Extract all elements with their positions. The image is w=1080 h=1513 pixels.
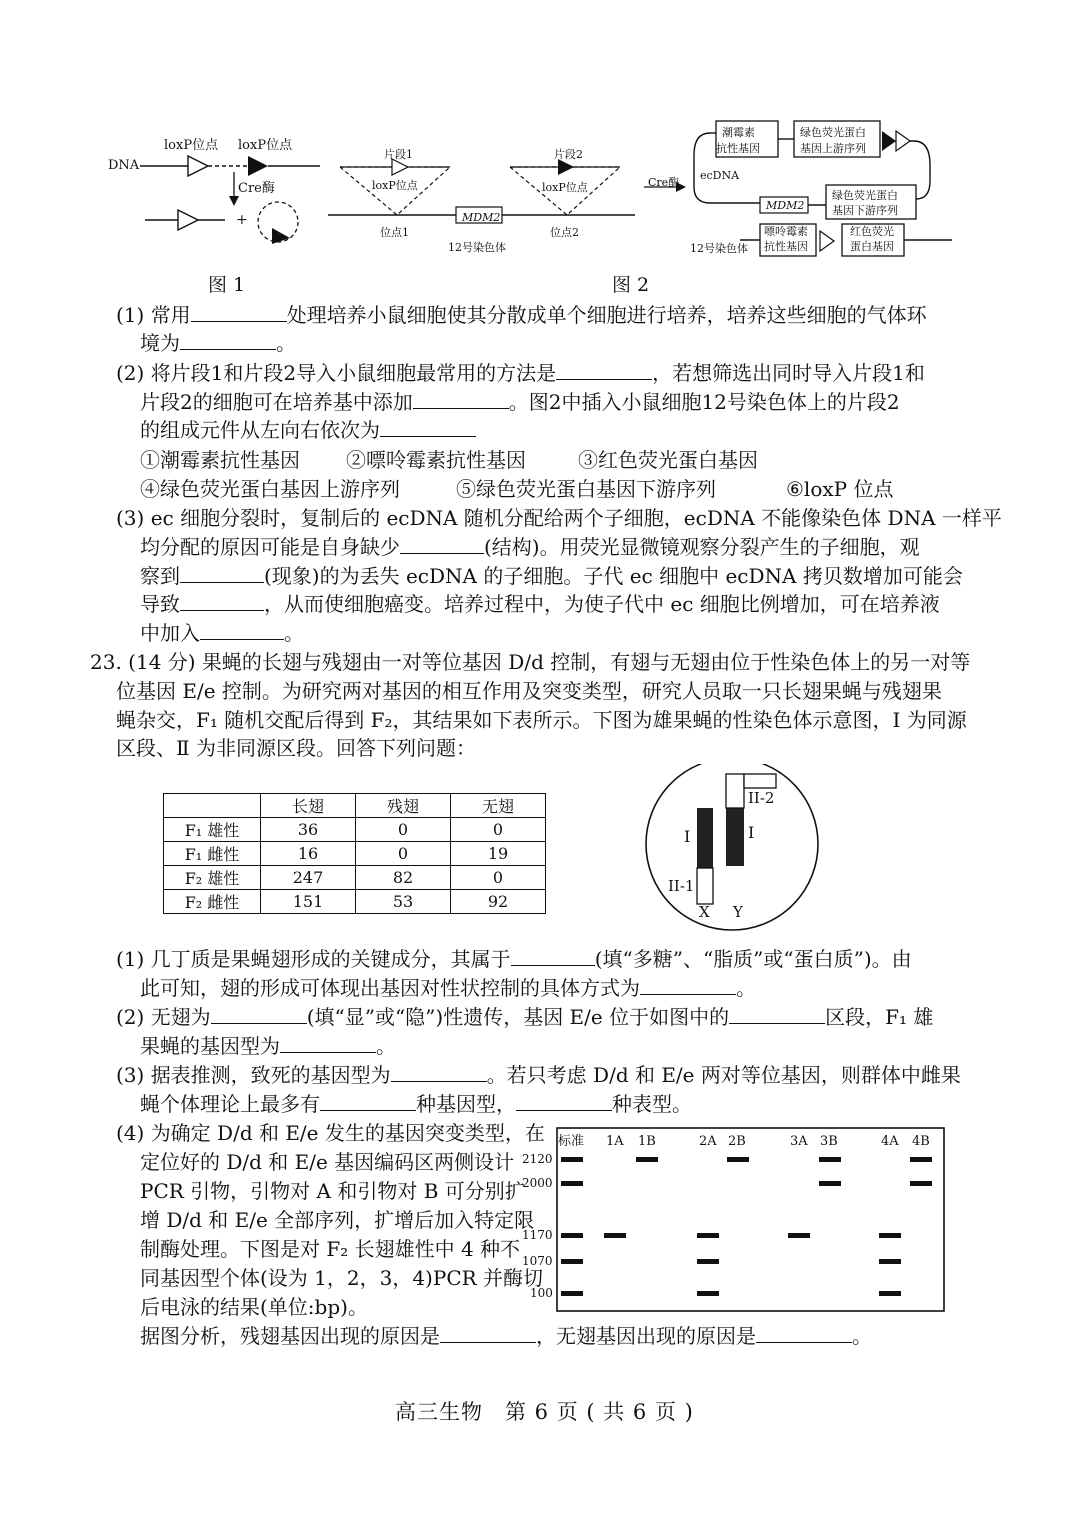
- chrom-label-x: X: [699, 903, 710, 921]
- fig2-gfp-up-line1: 绿色荧光蛋白: [800, 126, 866, 139]
- q23-intro-line1: 23. (14 分) 果蝇的长翅与残翅由一对等位基因 D/d 控制，有翅与无翅由位于性染色体上的另一对等: [90, 650, 971, 674]
- q23-part4-line3: PCR 引物，引物对 A 和引物对 B 可分别扩: [140, 1179, 525, 1203]
- table-row: F₁ 雄性 36 0 0: [164, 818, 546, 842]
- gel-band: [727, 1157, 749, 1162]
- q23-intro-line4: 区段、Ⅱ 为非同源区段。回答下列问题：: [116, 736, 476, 760]
- answer-blank[interactable]: [180, 592, 264, 611]
- gel-band: [561, 1259, 583, 1264]
- answer-blank[interactable]: [756, 1324, 852, 1343]
- fig2-rfp-line2: 蛋白基因: [850, 240, 894, 253]
- gel-band: [910, 1181, 932, 1186]
- answer-blank[interactable]: [180, 331, 276, 350]
- table-row: F₂ 雄性 247 82 0: [164, 866, 546, 890]
- answer-blank[interactable]: [180, 564, 264, 583]
- q23-part4-line8: 据图分析，残翅基因出现的原因是 ，无翅基因出现的原因是 。: [140, 1324, 872, 1348]
- q23-part1-line1: (1) 几丁质是果蝇翅形成的关键成分，其属于 (填“多糖”、“脂质”或“蛋白质”)。由: [116, 947, 912, 971]
- fig2-ecdna-label: ecDNA: [700, 169, 740, 182]
- q23-part4-line4: 增 D/d 和 E/e 全部序列，扩增后加入特定限: [140, 1208, 535, 1232]
- q22-part2-line2: 片段2的细胞可在培养基中添加 。图2中插入小鼠细胞12号染色体上的片段2: [140, 390, 900, 414]
- answer-blank[interactable]: [200, 621, 284, 640]
- table-row: F₁ 雌性 16 0 19: [164, 842, 546, 866]
- table-row: F₂ 雌性 151 53 92: [164, 890, 546, 914]
- answer-blank[interactable]: [516, 1092, 612, 1111]
- q23-part4-line7: 后电泳的结果(单位:bp)。: [140, 1295, 368, 1319]
- table-header-row: 长翅 残翅 无翅: [164, 794, 546, 818]
- page-footer: 高三生物 第 6 页 ( 共 6 页 ): [395, 1400, 694, 1424]
- fig2-site1-label: 位点1: [380, 226, 409, 239]
- fig2-site2-label: 位点2: [550, 226, 579, 239]
- q22-part1-line2: 境为 。: [140, 331, 296, 355]
- fig2-neo-line1: 潮霉素: [722, 126, 755, 139]
- q23-part4-line5: 制酶处理。下图是对 F₂ 长翅雄性中 4 种不: [140, 1237, 521, 1261]
- answer-blank[interactable]: [211, 1005, 307, 1024]
- chrom-label-ii1: II-1: [668, 877, 695, 895]
- chrom-label-i-left: I: [684, 827, 691, 846]
- gel-size-1070: 1070: [522, 1254, 553, 1268]
- gel-size-100: 100: [530, 1286, 553, 1300]
- q22-part2-line1: (2) 将片段1和片段2导入小鼠细胞最常用的方法是 ，若想筛选出同时导入片段1和: [116, 361, 925, 385]
- gel-lane-2b: 2B: [728, 1134, 746, 1149]
- fig2-frag1-label: 片段1: [384, 148, 413, 161]
- fig2-loxp1-label: loxP位点: [372, 179, 418, 192]
- gel-lane-1b: 1B: [638, 1134, 656, 1149]
- q22-part3-line4: 导致 ，从而使细胞癌变。培养过程中，为使子代中 ec 细胞比例增加，可在培养液: [140, 592, 940, 616]
- q22-option-2: ②嘌呤霉素抗性基因: [346, 448, 526, 472]
- q23-part3-line1: (3) 据表推测，致死的基因型为 。若只考虑 D/d 和 E/e 两对等位基因，则群体中雌果: [116, 1063, 961, 1087]
- q22-option-1: ①潮霉素抗性基因: [140, 448, 300, 472]
- figure-1-diagram: [100, 130, 340, 260]
- gel-lane-1a: 1A: [606, 1134, 624, 1149]
- gel-band: [561, 1291, 583, 1296]
- answer-blank[interactable]: [440, 1324, 536, 1343]
- q23-part4-line2: 定位好的 D/d 和 E/e 基因编码区两侧设计: [140, 1150, 515, 1174]
- answer-blank[interactable]: [191, 303, 287, 322]
- fig2-rfp-line1: 红色荧光: [850, 225, 894, 238]
- fig2-puro-line1: 嘌呤霉素: [764, 225, 808, 238]
- gel-band: [910, 1157, 932, 1162]
- q23-part4-line1: (4) 为确定 D/d 和 E/e 发生的基因突变类型，在: [116, 1121, 545, 1145]
- q22-option-5: ⑤绿色荧光蛋白基因下游序列: [456, 477, 716, 501]
- answer-blank[interactable]: [400, 535, 484, 554]
- q23-part2-line1: (2) 无翅为 (填“显”或“隐”)性遗传，基因 E/e 位于如图中的 区段，F₁ 雄: [116, 1005, 934, 1029]
- gel-band: [604, 1233, 626, 1238]
- gel-lane-3b: 3B: [820, 1134, 838, 1149]
- q22-part3-line5: 中加入 。: [140, 621, 304, 645]
- answer-blank[interactable]: [640, 976, 736, 995]
- cross-result-table: [163, 793, 546, 914]
- gel-band: [636, 1157, 658, 1162]
- gel-band: [561, 1181, 583, 1186]
- gel-band: [561, 1233, 583, 1238]
- gel-lane-4b: 4B: [912, 1134, 930, 1149]
- fig1-plus: +: [236, 212, 248, 228]
- answer-blank[interactable]: [380, 418, 476, 437]
- fig2-neo-line2: 抗性基因: [716, 142, 760, 155]
- fig2-puro-line2: 抗性基因: [764, 240, 808, 253]
- fig2-gfp-up-line2: 基因上游序列: [800, 142, 866, 155]
- q22-part3-line1: (3) ec 细胞分裂时，复制后的 ecDNA 随机分配给两个子细胞，ecDNA 不能像染色体 DNA 一样平: [116, 506, 1002, 530]
- figure-2-caption: 图 2: [612, 274, 650, 296]
- chrom-label-ii2: II-2: [748, 789, 775, 807]
- answer-blank[interactable]: [320, 1092, 416, 1111]
- gel-lane-3a: 3A: [790, 1134, 808, 1149]
- answer-blank[interactable]: [729, 1005, 825, 1024]
- fig1-dna-label: DNA: [108, 158, 140, 173]
- gel-band: [879, 1259, 901, 1264]
- chrom-label-y: Y: [733, 903, 743, 921]
- fig2-gfp-down-line2: 基因下游序列: [832, 204, 898, 217]
- q23-part2-line2: 果蝇的基因型为 。: [140, 1034, 396, 1058]
- fig2-cre-label: Cre酶: [648, 176, 680, 189]
- q22-option-3: ③红色荧光蛋白基因: [578, 448, 758, 472]
- gel-size-2000: 2000: [522, 1176, 553, 1190]
- gel-lane-2a: 2A: [699, 1134, 717, 1149]
- gel-band: [697, 1259, 719, 1264]
- q23-part3-line2: 蝇个体理论上最多有 种基因型， 种表型。: [140, 1092, 692, 1116]
- q22-option-6: ⑥loxP 位点: [786, 477, 894, 501]
- q23-intro-line3: 蝇杂交，F₁ 随机交配后得到 F₂，其结果如下表所示。下图为雄果蝇的性染色体示意图，Ⅰ 为同源: [116, 708, 967, 732]
- q22-part1-line1: (1) 常用 处理培养小鼠细胞使其分散成单个细胞进行培养，培养这些细胞的气体环: [116, 303, 927, 327]
- fig2-frag2-label: 片段2: [554, 148, 583, 161]
- gel-band: [788, 1233, 810, 1238]
- fig2-chr12-label: 12号染色体: [448, 241, 506, 254]
- gel-band: [697, 1233, 719, 1238]
- gel-size-1170: 1170: [522, 1228, 553, 1242]
- fig1-loxp-left-label: loxP位点: [164, 138, 219, 153]
- q23-part1-line2: 此可知，翅的形成可体现出基因对性状控制的具体方式为 。: [140, 976, 756, 1000]
- fig2-mdm2-label: MDM2: [462, 211, 501, 224]
- gel-band: [819, 1157, 841, 1162]
- gel-size-2120: 2120: [522, 1152, 553, 1166]
- answer-blank[interactable]: [556, 361, 652, 380]
- q22-part3-line3: 察到 (现象)的为丢失 ecDNA 的子细胞。子代 ec 细胞中 ecDNA 拷贝数增加可能会: [140, 564, 963, 588]
- fig2-loxp2-label: loxP位点: [542, 181, 588, 194]
- q23-part4-line6: 同基因型个体(设为 1，2，3，4)PCR 并酶切: [140, 1266, 544, 1290]
- q23-intro-line2: 位基因 E/e 控制。为研究两对基因的相互作用及突变类型，研究人员取一只长翅果蝇与残翅果: [116, 679, 942, 703]
- answer-blank[interactable]: [413, 390, 509, 409]
- gel-band: [697, 1291, 719, 1296]
- fig2-chr12b-label: 12号染色体: [690, 242, 748, 255]
- gel-marker-label: 标准: [558, 1134, 585, 1149]
- chrom-label-i-right: I: [748, 823, 755, 842]
- fig1-loxp-right-label: loxP位点: [238, 138, 293, 153]
- q22-option-4: ④绿色荧光蛋白基因上游序列: [140, 477, 400, 501]
- fig2-gfp-down-line1: 绿色荧光蛋白: [832, 189, 898, 202]
- answer-blank[interactable]: [511, 947, 595, 966]
- gel-lane-4a: 4A: [881, 1134, 899, 1149]
- fig1-cre-label: Cre酶: [238, 181, 275, 196]
- fig2-mdm2-ec-label: MDM2: [766, 199, 805, 212]
- gel-band: [879, 1291, 901, 1296]
- gel-band: [561, 1157, 583, 1162]
- q22-part3-line2: 均分配的原因可能是自身缺少 (结构)。用荧光显微镜观察分裂产生的子细胞，观: [140, 535, 920, 559]
- gel-band: [819, 1181, 841, 1186]
- gel-band: [879, 1233, 901, 1238]
- figure-1-caption: 图 1: [208, 274, 246, 296]
- answer-blank[interactable]: [280, 1034, 376, 1053]
- answer-blank[interactable]: [391, 1063, 487, 1082]
- q22-part2-line3: 的组成元件从左向右依次为: [140, 416, 476, 445]
